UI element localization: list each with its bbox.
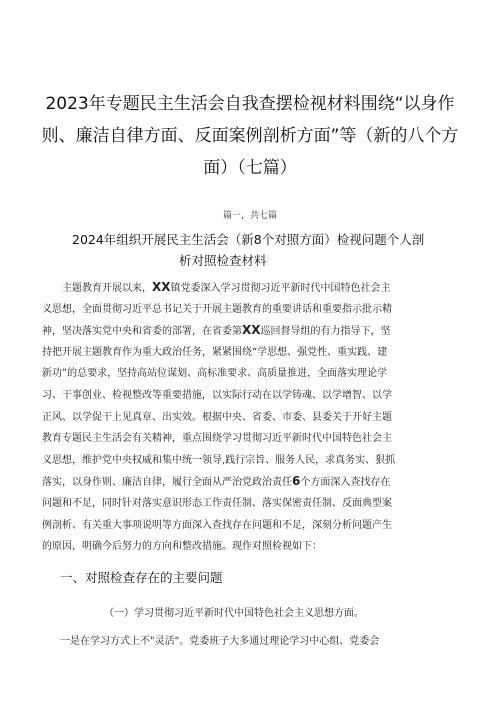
placeholder-xx: XX <box>152 280 171 294</box>
body-line: 教育专题民主生活会有关精神，重点围绕学习贯彻习近平新时代中国特色社会主 <box>42 433 392 445</box>
body-paragraph <box>42 277 460 558</box>
text-run: 巡回督导组的有力指导下，坚 <box>260 326 391 338</box>
document-title <box>20 88 480 184</box>
body-line: 义思想，维护党中央权威和集中统一领导,践行宗旨、服务人民，求真务实、狠抓 <box>42 454 396 466</box>
title-line-1: 2023年专题民主生活会自我查摆检视材料围绕“以身作 <box>45 94 455 114</box>
body-line <box>42 277 460 299</box>
body-line <box>42 320 460 342</box>
body-line: 新功”的总要求，坚持高站位谋划、高标准要求、高质量推进，全面落实理论学 <box>42 368 388 380</box>
body-line: 问题和不足，同时针对落实意识形态工作责任制、落实保密责任制、反面典型案 <box>42 497 392 509</box>
body-line <box>42 471 460 493</box>
text-run: 落实，以身作则、廉洁自律，履行全面从严治党政治责任 <box>42 477 292 489</box>
placeholder-xx: XX <box>242 323 261 338</box>
text-run: 镇党委深入学习贯彻习近平新时代中国特色社会主 <box>170 283 391 294</box>
body-line: 的原因，明确今后努力的方向和整改措施。现作对照检视如下： <box>42 541 322 553</box>
body-line: 义思想，全面贯彻习近平总书记关于开展主题教育的重要讲话和重要指示批示精 <box>42 303 392 315</box>
paragraph-start: 一是在学习方式上不"灵活"。党委班子大多通过理论学习中心组、党委会 <box>60 636 380 647</box>
text-run: 神，坚决落实党中央和省委的部署，在省委第 <box>42 326 242 338</box>
number-six: 6 <box>292 474 301 489</box>
subtitle-line-1: 2024年组织开展民主生活会（新8个对照方面）检视问题个人剖 <box>72 232 425 247</box>
text-run: 个方面深入查找存在 <box>300 477 391 489</box>
subtitle-line-2: 析对照检查材料 <box>179 253 267 268</box>
section-label: 篇一，共七篇 <box>222 211 277 221</box>
body-line: 习、干事创业、检视整改等重要措施，以实际行动在以学铸魂、以学增智、以学 <box>42 389 392 401</box>
body-line: 正风、以学促干上见真章、出实效。根据中央、省委、市委、县委关于开好主题 <box>42 411 392 423</box>
section-heading-1: 一、对照检查存在的主要问题 <box>60 570 223 585</box>
text-run: 主题教育开展以来， <box>62 283 152 294</box>
title-line-2: 则、廉洁自律方面、反面案例剖析方面”等（新的八个方 <box>41 126 459 146</box>
article-subtitle <box>60 229 450 271</box>
title-line-3: 面）（七篇） <box>203 158 297 178</box>
sub-heading-1: （一）学习贯彻习近平新时代中国特色社会主义思想方面。 <box>104 608 364 619</box>
body-line: 持把开展主题教育作为重大政治任务，紧紧围绕“学思想、强党性、重实践、建 <box>42 346 388 358</box>
body-line: 例剖析、有关重大事项说明等方面深入查找存在问题和不足，深刻分析问题产生 <box>42 519 392 531</box>
